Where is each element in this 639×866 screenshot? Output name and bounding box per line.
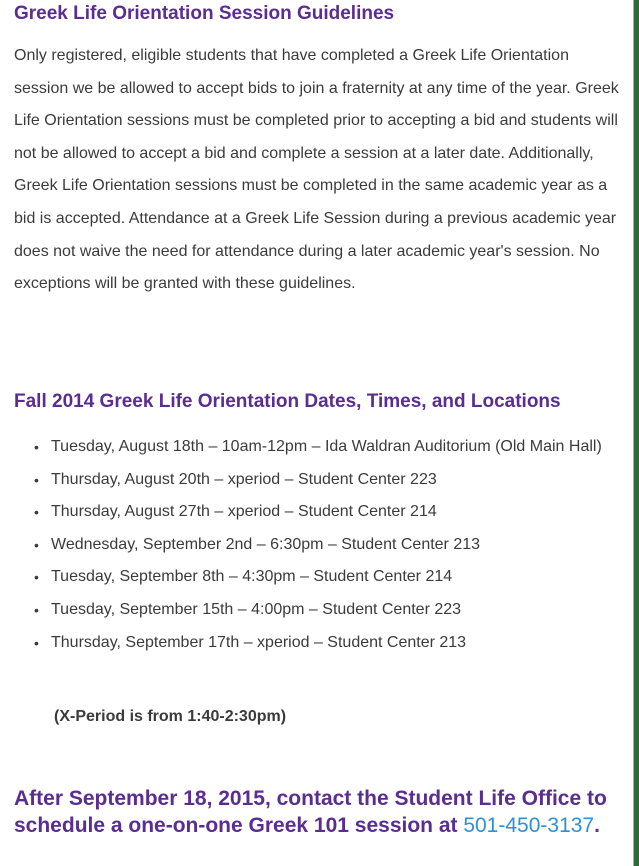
guidelines-paragraph: Only registered, eligible students that have completed a Greek Life Orientation session we be allowed to accept bids to join a fraternity at any time of the year. Greek Life Orientation sessions must be completed prior to accepting a bid and students will not be allowed to accept a bid and complete a session at a later date. Additionally, Greek Life Orientation sessions must be completed in the same academic year as a bid is accepted. Attendance at a Greek Life Session during a previous academic year does not waive the need for attendance during a later academic year's session. No exceptions will be granted with these guidelines. bbox=[14, 47, 619, 293]
bullet-icon: • bbox=[34, 634, 39, 651]
bullet-icon: • bbox=[34, 439, 39, 455]
callout-text: After September 18, 2015, contact the Student Life Office to schedule a one-on-one Greek 101 session at bbox=[14, 787, 607, 837]
bullet-icon: • bbox=[34, 504, 39, 521]
list-item-text: Wednesday, September 2nd – 6:30pm – Student Center 213 bbox=[51, 535, 481, 553]
list-item-text: Thursday, August 27th – xperiod – Student Center 214 bbox=[51, 503, 437, 521]
bullet-icon: • bbox=[34, 536, 39, 553]
guidelines-heading: Greek Life Orientation Session Guidelines bbox=[14, 3, 395, 24]
session-dates-list bbox=[14, 431, 614, 659]
list-item bbox=[14, 496, 614, 529]
list-item bbox=[14, 464, 614, 497]
list-item-text: Tuesday, September 8th – 4:30pm – Student Center 214 bbox=[51, 568, 453, 586]
callout-period: . bbox=[594, 813, 600, 837]
list-item bbox=[14, 627, 614, 660]
page-edge-border bbox=[634, 0, 639, 866]
list-item-text: Thursday, August 20th – xperiod – Student Center 223 bbox=[51, 470, 437, 488]
bullet-icon: • bbox=[34, 471, 39, 488]
list-item bbox=[14, 561, 614, 594]
phone-link[interactable]: 501-450-3137 bbox=[463, 813, 595, 837]
list-item-text: Thursday, September 17th – xperiod – Student Center 213 bbox=[51, 633, 467, 651]
dates-heading: Fall 2014 Greek Life Orientation Dates, Times, and Locations bbox=[14, 391, 561, 412]
list-item-text: Tuesday, September 15th – 4:00pm – Student Center 223 bbox=[51, 600, 462, 618]
list-item-text: Tuesday, August 18th – 10am-12pm – Ida Waldran Auditorium (Old Main Hall) bbox=[51, 438, 602, 455]
list-item bbox=[14, 529, 614, 562]
xperiod-note: (X-Period is from 1:40-2:30pm) bbox=[54, 708, 287, 725]
bullet-icon: • bbox=[34, 569, 39, 586]
list-item bbox=[14, 431, 614, 464]
contact-callout bbox=[14, 786, 624, 839]
list-item bbox=[14, 594, 614, 627]
bullet-icon: • bbox=[34, 601, 39, 618]
